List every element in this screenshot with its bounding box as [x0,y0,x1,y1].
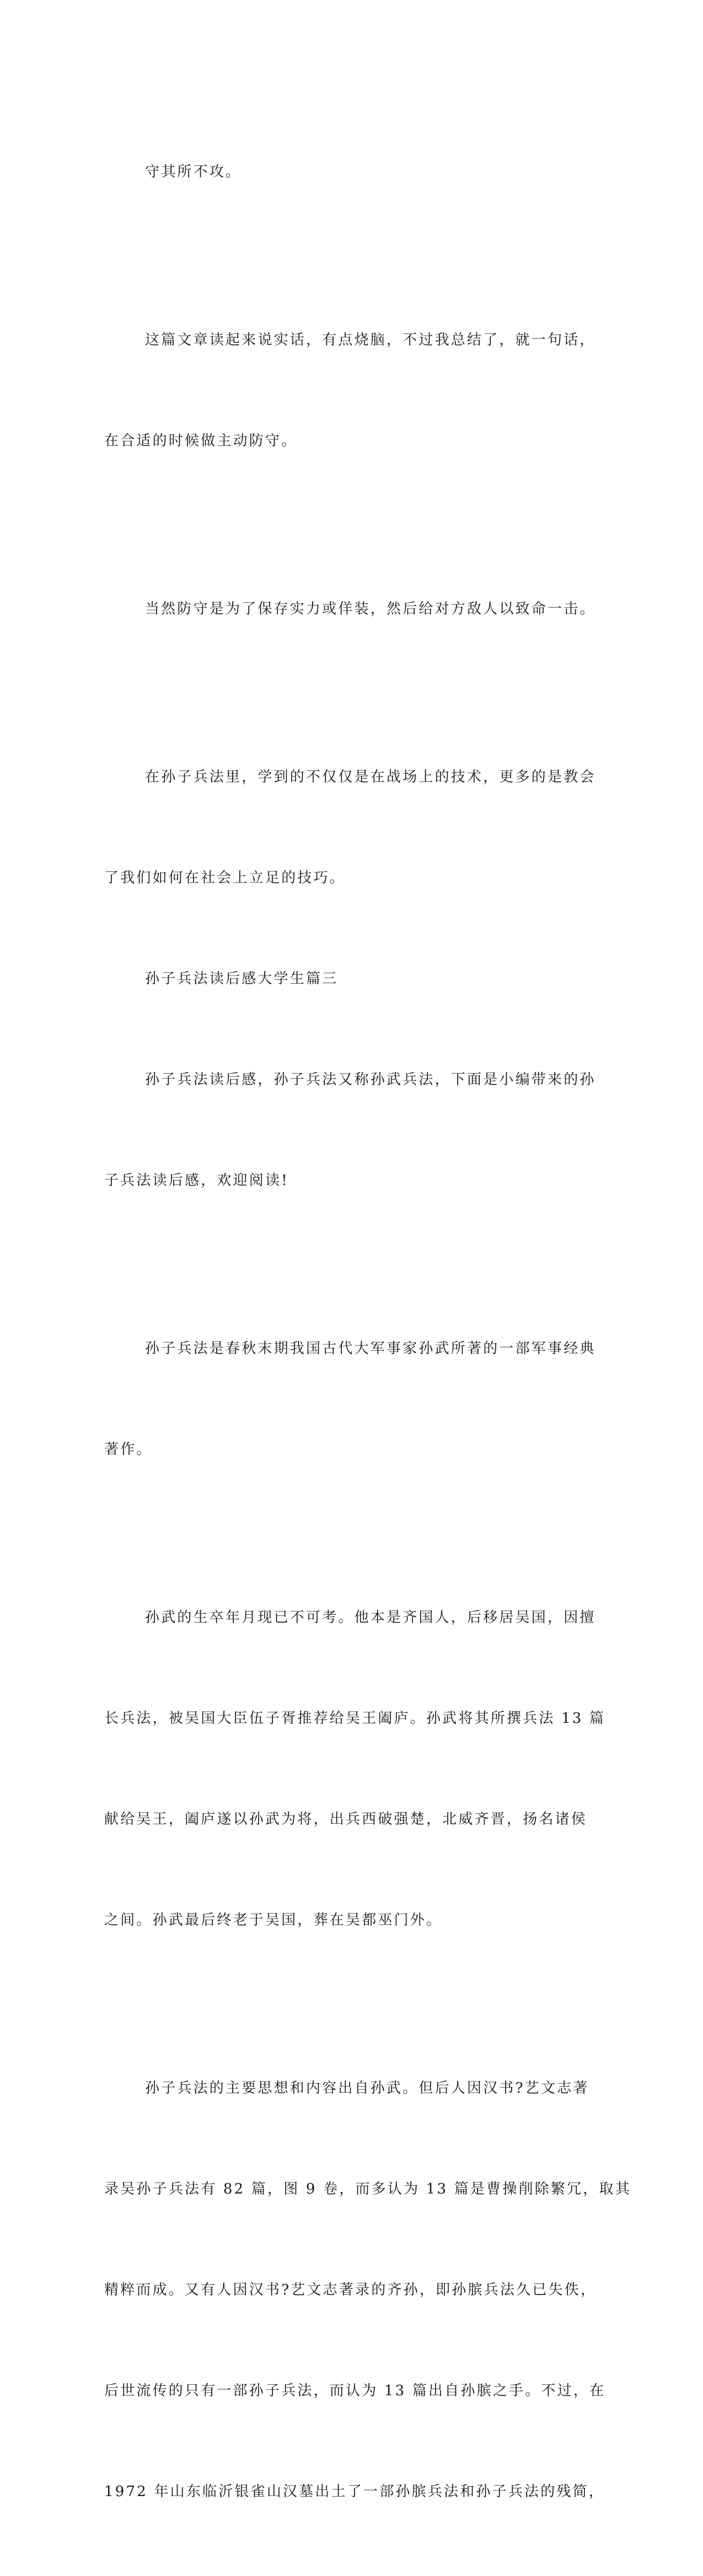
paragraph [104,1534,606,2004]
text-line: 了我们如何在社会上立足的技巧。 [104,870,346,886]
text-line: 子兵法读后感，欢迎阅读! [104,1172,289,1189]
text-line: 孙子兵法是春秋末期我国古代大军事家孙武所著的一部军事经典 [145,1340,596,1357]
paragraph [104,88,600,256]
paragraph [104,1265,600,1534]
text-line: 献给吴王，阖庐遂以孙武为将，出兵西破强楚，北威齐晋，扬名诸侯 [104,1811,588,1828]
text-line: 在合适的时候做主动防守。 [104,433,298,449]
text-line: 1972 年山东临沂银雀山汉墓出土了一部孙膑兵法和孙子兵法的残简， [104,2483,605,2500]
paragraph [104,525,600,693]
text-line: 孙子兵法的主要思想和内容出自孙武。但后人因汉书?艺文志著 [145,2080,589,2097]
text-line: 孙子兵法读后感，孙子兵法又称孙武兵法，下面是小编带来的孙 [145,1071,596,1088]
text-line: 长兵法，被吴国大臣伍子胥推荐给吴王阖庐。孙武将其所撰兵法 13 篇 [104,1710,606,1727]
text-line: 守其所不攻。 [145,164,242,180]
text-line: 孙武的生卒年月现已不可考。他本是齐国人，后移居吴国，因擅 [145,1609,596,1626]
text-line: 当然防守是为了保存实力或佯装，然后给对方敌人以致命一击。 [145,601,596,617]
text-line: 精粹而成。又有人因汉书?艺文志著录的齐孙，即孙膑兵法久已失佚， [104,2282,597,2298]
text-line: 著作。 [104,1441,153,1458]
paragraph [104,256,600,525]
text-line: 孙子兵法读后感大学生篇三 [145,971,339,987]
paragraph [104,2004,631,2576]
text-line: 在孙子兵法里，学到的不仅仅是在战场上的技术，更多的是教会 [145,769,596,785]
text-line: 之间。孙武最后终老于吴国，葬在吴都巫门外。 [104,1912,443,1928]
text-line: 录吴孙子兵法有 82 篇，图 9 卷，而多认为 13 篇是曹操削除繁冗，取其 [104,2181,631,2197]
section-heading [104,962,600,996]
text-line: 这篇文章读起来说实话，有点烧脑，不过我总结了，就一句话， [145,332,596,348]
text-line: 后世流传的只有一部孙子兵法，而认为 13 篇出自孙膑之手。不过，在 [104,2383,606,2399]
body-text [104,88,631,2576]
paragraph [104,996,600,1265]
paragraph [104,693,600,962]
